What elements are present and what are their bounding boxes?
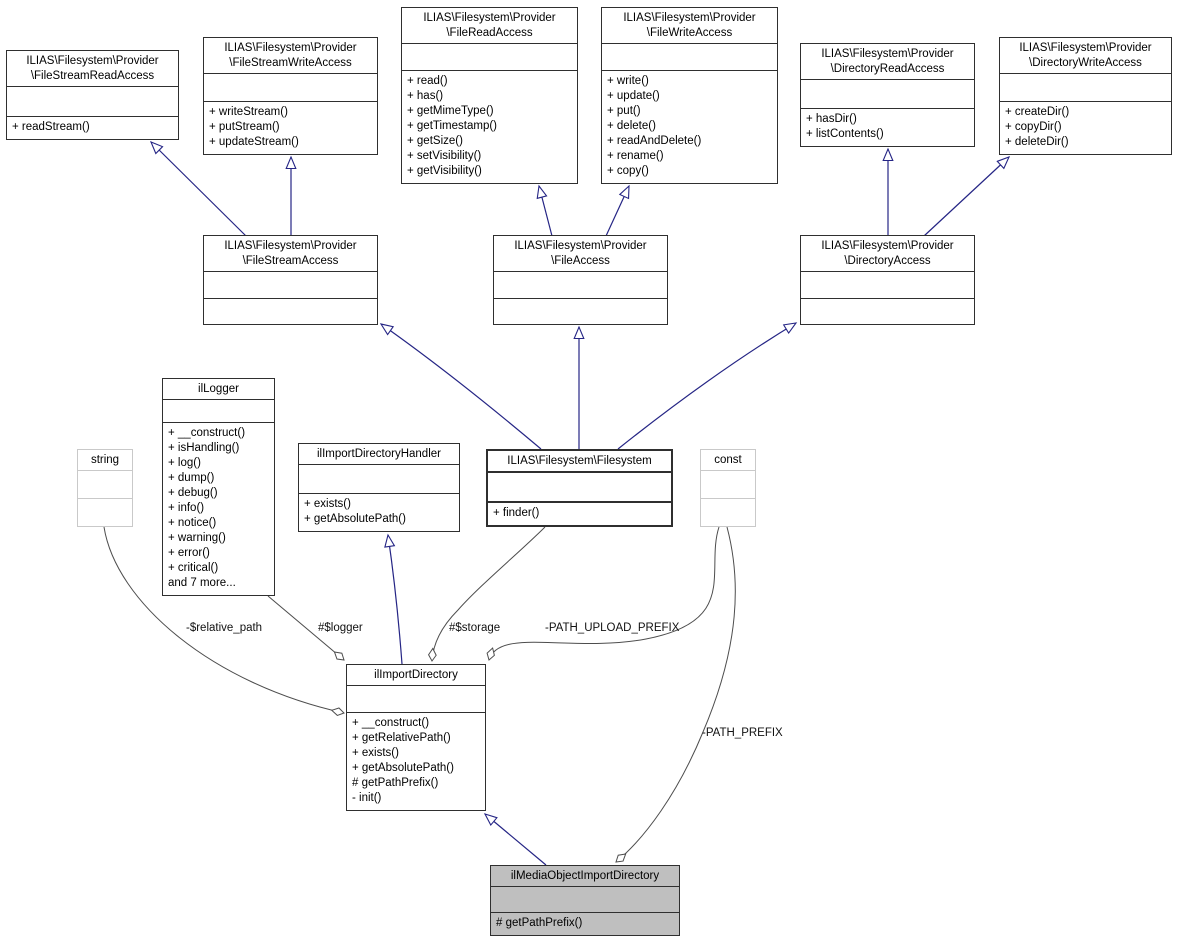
class-title bbox=[491, 866, 679, 887]
class-ilLogger[interactable] bbox=[162, 378, 275, 596]
class-title-line: ilMediaObjectImportDirectory bbox=[510, 870, 660, 882]
class-title bbox=[488, 451, 671, 473]
method-row: + createDir() bbox=[1005, 106, 1070, 118]
method-row: + warning() bbox=[168, 532, 226, 544]
class-title bbox=[78, 450, 132, 471]
method-row: + exists() bbox=[352, 747, 399, 759]
edge-FileStreamAccess-FileStreamReadAccess bbox=[151, 142, 246, 236]
method-row: + getAbsolutePath() bbox=[352, 762, 454, 774]
method-row: + getVisibility() bbox=[407, 165, 482, 177]
class-attributes-section bbox=[204, 272, 377, 299]
class-methods-section bbox=[163, 423, 274, 595]
class-title bbox=[347, 665, 485, 686]
class-methods-section bbox=[488, 503, 671, 525]
method-row: + isHandling() bbox=[168, 442, 240, 454]
edge-label-ilLogger-ilImportDirectory: #$logger bbox=[318, 622, 363, 634]
method-row: + hasDir() bbox=[806, 113, 857, 125]
class-methods-section bbox=[701, 499, 755, 526]
class-title-line: ILIAS\Filesystem\Provider bbox=[423, 12, 556, 24]
method-row: + info() bbox=[168, 502, 205, 514]
class-title bbox=[602, 8, 777, 44]
class-methods-section bbox=[801, 109, 974, 146]
class-title-line: ILIAS\Filesystem\Provider bbox=[26, 55, 159, 67]
class-attributes-section bbox=[299, 465, 459, 494]
edge-DirectoryAccess-DirectoryWriteAccess bbox=[924, 157, 1009, 236]
method-row: + dump() bbox=[168, 472, 215, 484]
class-DirectoryReadAccess[interactable] bbox=[800, 43, 975, 147]
class-FileStreamAccess[interactable] bbox=[203, 235, 378, 325]
class-attributes-section bbox=[1000, 74, 1171, 102]
class-attributes-section bbox=[494, 272, 667, 299]
class-attributes-section bbox=[78, 471, 132, 499]
method-row: + rename() bbox=[607, 150, 664, 162]
class-FileWriteAccess[interactable] bbox=[601, 7, 778, 184]
method-row: + error() bbox=[168, 547, 210, 559]
edge-label-string-ilImportDirectory: -$relative_path bbox=[186, 622, 263, 634]
method-row: + getSize() bbox=[407, 135, 463, 147]
edge-ilMediaObjectImportDirectory-ilImportDirectory bbox=[485, 814, 546, 865]
edge-Filesystem-FileStreamAccess bbox=[381, 324, 541, 449]
edge-Filesystem-ilImportDirectory bbox=[432, 527, 545, 661]
method-row: + deleteDir() bbox=[1005, 136, 1069, 148]
class-title-line: \DirectoryReadAccess bbox=[830, 63, 945, 75]
class-attributes-section bbox=[801, 80, 974, 109]
class-attributes-section bbox=[602, 44, 777, 71]
method-row: + update() bbox=[607, 90, 660, 102]
class-attributes-section bbox=[488, 473, 671, 503]
class-attributes-section bbox=[402, 44, 577, 71]
class-title bbox=[204, 236, 377, 272]
class-title-line: \DirectoryAccess bbox=[844, 255, 931, 267]
method-row: + copyDir() bbox=[1005, 121, 1062, 133]
method-row: + readAndDelete() bbox=[607, 135, 702, 147]
class-title bbox=[163, 379, 274, 400]
class-attributes-section bbox=[163, 400, 274, 423]
class-title-line: \DirectoryWriteAccess bbox=[1029, 57, 1142, 69]
edge-label-const-ilImportDirectory: -PATH_UPLOAD_PREFIX bbox=[545, 622, 680, 634]
class-methods-section bbox=[402, 71, 577, 183]
method-row: + updateStream() bbox=[209, 136, 299, 148]
class-title-line: const bbox=[714, 454, 742, 466]
edge-label-Filesystem-ilImportDirectory: #$storage bbox=[449, 622, 501, 634]
class-title bbox=[701, 450, 755, 471]
class-methods-section bbox=[204, 299, 377, 325]
class-methods-section bbox=[602, 71, 777, 183]
edge-ilImportDirectory-ilImportDirectoryHandler bbox=[388, 535, 402, 664]
edge-Filesystem-DirectoryAccess bbox=[618, 323, 796, 449]
class-Filesystem[interactable] bbox=[486, 449, 673, 527]
class-ilMediaObjectImportDirectory bbox=[490, 865, 680, 936]
class-attributes-section bbox=[7, 87, 178, 117]
method-row: + putStream() bbox=[209, 121, 280, 133]
class-title-line: ILIAS\Filesystem\Provider bbox=[821, 48, 954, 60]
class-const bbox=[700, 449, 756, 527]
class-attributes-section bbox=[491, 887, 679, 913]
class-title bbox=[402, 8, 577, 44]
class-title-line: \FileStreamWriteAccess bbox=[229, 57, 352, 69]
class-FileStreamWriteAccess[interactable] bbox=[203, 37, 378, 155]
method-row: + __construct() bbox=[352, 717, 430, 729]
method-row: - init() bbox=[352, 792, 382, 804]
class-title-line: ILIAS\Filesystem\Filesystem bbox=[507, 455, 652, 467]
method-row: + critical() bbox=[168, 562, 219, 574]
class-methods-section bbox=[7, 117, 178, 139]
method-row: + getAbsolutePath() bbox=[304, 513, 406, 525]
class-FileReadAccess[interactable] bbox=[401, 7, 578, 184]
class-attributes-section bbox=[801, 272, 974, 299]
class-DirectoryWriteAccess[interactable] bbox=[999, 37, 1172, 155]
method-row: + writeStream() bbox=[209, 106, 288, 118]
class-title-line: ILIAS\Filesystem\Provider bbox=[514, 240, 647, 252]
edge-FileAccess-FileReadAccess bbox=[539, 186, 552, 236]
class-title-line: \FileAccess bbox=[551, 255, 610, 267]
method-row: + __construct() bbox=[168, 427, 246, 439]
method-row: + getRelativePath() bbox=[352, 732, 451, 744]
class-title-line: ILIAS\Filesystem\Provider bbox=[1019, 42, 1152, 54]
class-methods-section bbox=[78, 499, 132, 526]
class-title bbox=[204, 38, 377, 74]
method-row: + notice() bbox=[168, 517, 217, 529]
class-methods-section bbox=[1000, 102, 1171, 154]
class-FileStreamReadAccess[interactable] bbox=[6, 50, 179, 140]
method-row: + read() bbox=[407, 75, 448, 87]
class-attributes-section bbox=[204, 74, 377, 102]
method-row: + put() bbox=[607, 105, 641, 117]
class-title-line: ILIAS\Filesystem\Provider bbox=[623, 12, 756, 24]
method-row: + readStream() bbox=[12, 121, 90, 133]
class-title bbox=[801, 236, 974, 272]
class-title bbox=[7, 51, 178, 87]
class-methods-section bbox=[494, 299, 667, 325]
class-attributes-section bbox=[347, 686, 485, 713]
class-title-line: string bbox=[90, 454, 120, 466]
class-title-line: \FileWriteAccess bbox=[646, 27, 733, 39]
class-string bbox=[77, 449, 133, 527]
method-row: + setVisibility() bbox=[407, 150, 482, 162]
method-row: + write() bbox=[607, 75, 649, 87]
class-ilImportDirectory[interactable] bbox=[346, 664, 486, 811]
class-methods-section bbox=[347, 713, 485, 810]
method-row: # getPathPrefix() bbox=[352, 777, 439, 789]
method-row: + delete() bbox=[607, 120, 656, 132]
class-methods-section bbox=[491, 913, 679, 935]
edge-label-const-ilMediaObjectImportDirectory: -PATH_PREFIX bbox=[702, 727, 783, 739]
method-row: # getPathPrefix() bbox=[496, 917, 583, 929]
method-row: + copy() bbox=[607, 165, 649, 177]
method-row: and 7 more... bbox=[168, 577, 236, 589]
class-ilImportDirectoryHandler[interactable] bbox=[298, 443, 460, 532]
class-DirectoryAccess[interactable] bbox=[800, 235, 975, 325]
class-title bbox=[494, 236, 667, 272]
class-title-line: \FileStreamReadAccess bbox=[30, 70, 155, 82]
class-title-line: ILIAS\Filesystem\Provider bbox=[821, 240, 954, 252]
method-row: + getTimestamp() bbox=[407, 120, 498, 132]
method-row: + has() bbox=[407, 90, 444, 102]
class-title-line: \FileStreamAccess bbox=[242, 255, 339, 267]
method-row: + log() bbox=[168, 457, 201, 469]
class-title-line: ilImportDirectory bbox=[374, 669, 458, 681]
class-title-line: ilImportDirectoryHandler bbox=[317, 448, 441, 460]
class-title-line: ilLogger bbox=[198, 383, 239, 395]
class-methods-section bbox=[801, 299, 974, 325]
class-title bbox=[1000, 38, 1171, 74]
class-title-line: ILIAS\Filesystem\Provider bbox=[224, 42, 357, 54]
method-row: + listContents() bbox=[806, 128, 884, 140]
method-row: + exists() bbox=[304, 498, 351, 510]
class-title bbox=[299, 444, 459, 465]
class-attributes-section bbox=[701, 471, 755, 499]
class-FileAccess[interactable] bbox=[493, 235, 668, 325]
class-title-line: \FileReadAccess bbox=[446, 27, 533, 39]
class-methods-section bbox=[204, 102, 377, 154]
class-title bbox=[801, 44, 974, 80]
edge-const-ilMediaObjectImportDirectory bbox=[616, 527, 735, 862]
method-row: + getMimeType() bbox=[407, 105, 494, 117]
edge-FileAccess-FileWriteAccess bbox=[606, 186, 629, 236]
method-row: + finder() bbox=[493, 507, 540, 519]
class-methods-section bbox=[299, 494, 459, 531]
class-title-line: ILIAS\Filesystem\Provider bbox=[224, 240, 357, 252]
method-row: + debug() bbox=[168, 487, 218, 499]
